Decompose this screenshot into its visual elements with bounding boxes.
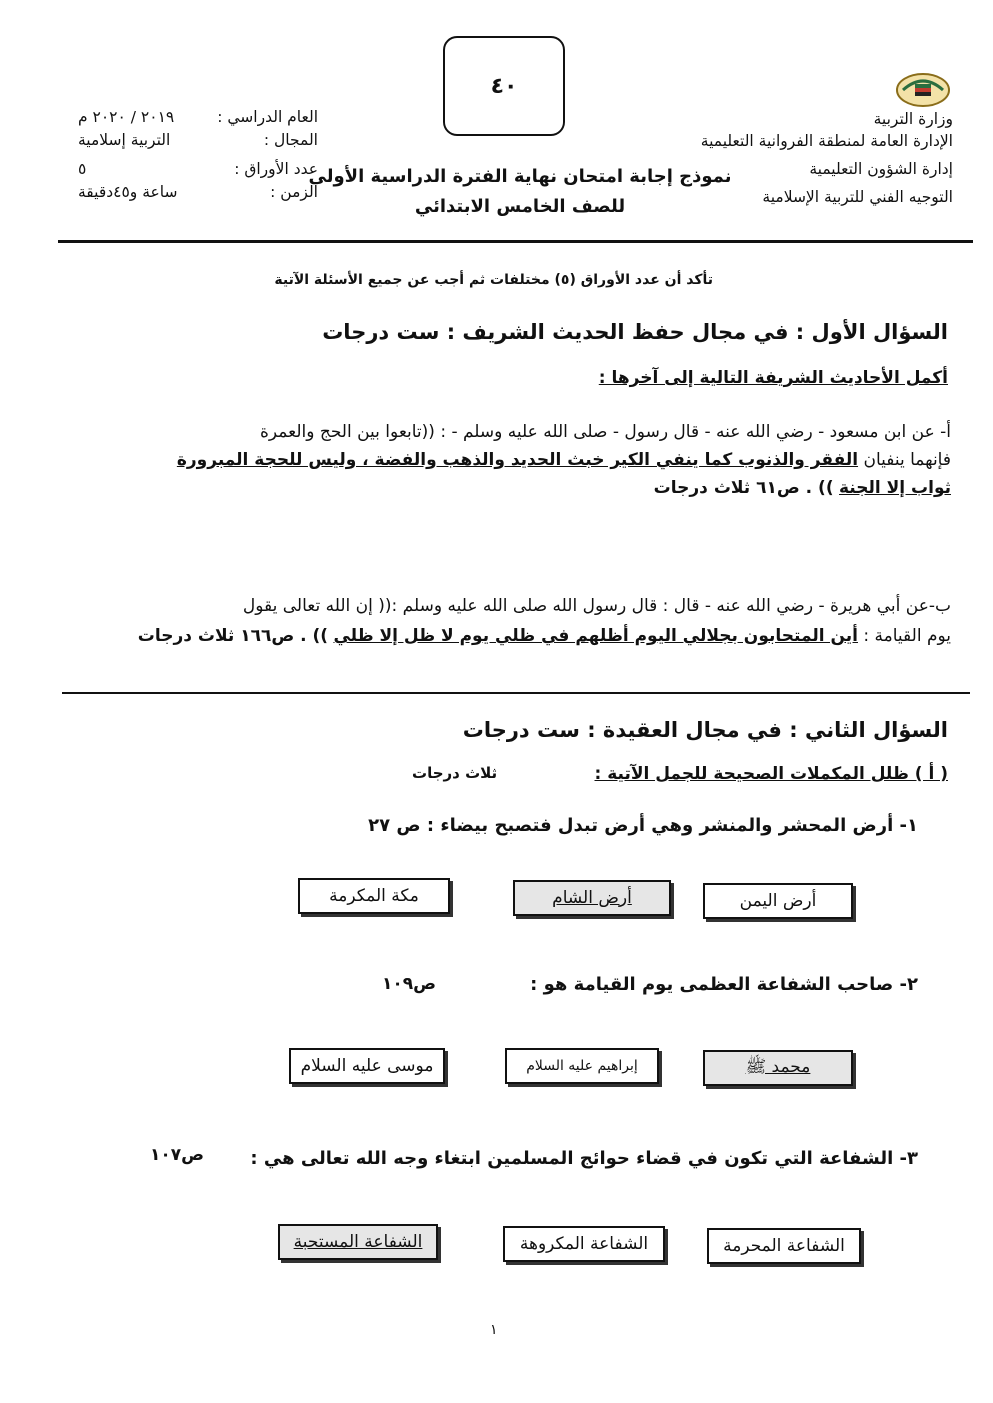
q2-item1-option-2-selected[interactable]: أرض الشام — [513, 880, 671, 916]
supervision-name: التوجيه الفني للتربية الإسلامية — [762, 188, 953, 206]
year-row — [78, 106, 318, 129]
q1-a-line1: أ- عن ابن مسعود - رضي الله عنه - قال رسول - صلى الله عليه وسلم - : ((تابعوا بين الحج والعمرة — [260, 422, 951, 442]
q1-b-line2 — [100, 626, 951, 646]
q2-item2-stem: ٢- صاحب الشفاعة العظمى يوم القيامة هو : — [530, 974, 918, 995]
q1-hadith-a — [100, 422, 951, 498]
year-label: العام الدراسي : — [217, 108, 318, 126]
q1-a-line3 — [100, 478, 951, 498]
exam-title — [300, 162, 740, 222]
pages-row — [78, 158, 318, 181]
q2-item3-option-1[interactable]: الشفاعة المحرمة — [707, 1228, 861, 1264]
header-info-block — [78, 106, 318, 204]
q1-b-suffix: )) . ص١٦٦ ثلاث درجات — [137, 626, 329, 646]
q2-prompt: ( أ ) ظلل المكملات الصحيحة للجمل الآتية : — [594, 764, 948, 784]
directorate-name: الإدارة العامة لمنطقة الفروانية التعليمية — [700, 132, 953, 150]
q1-prompt: أكمل الأحاديث الشريفة التالية إلى آخرها : — [598, 368, 948, 388]
pages-value: ٥ — [78, 160, 87, 178]
q2-item1-stem: ١- أرض المحشر والمنشر وهي أرض تبدل فتصبح بيضاء : ص ٢٧ — [368, 815, 918, 836]
q1-label: السؤال الأول — [811, 320, 948, 344]
q2-item3-option-3-selected[interactable]: الشفاعة المستحبة — [278, 1224, 438, 1260]
q2-item1-option-3[interactable]: مكة المكرمة — [298, 878, 450, 914]
instruction: تأكد أن عدد الأوراق (٥) مختلفات ثم أجب عن جميع الأسئلة الآتية — [274, 272, 713, 288]
q1-a-answer-1: الفقر والذنوب كما ينفي الكير خبث الحديد والذهب والفضة ، وليس للحجة المبرورة — [176, 450, 859, 470]
q1-field: : في مجال حفظ الحديث الشريف : ست درجات — [322, 320, 805, 344]
q2-item2-option-1-selected[interactable]: محمد ﷺ — [703, 1050, 853, 1086]
field-value: التربية إسلامية — [78, 131, 171, 149]
q1-b-answer: أين المتحابون بجلالي اليوم أظلهم في ظلي يوم لا ظل إلا ظلي — [333, 626, 858, 646]
title-line-1: نموذج إجابة امتحان نهاية الفترة الدراسية الأولى — [308, 166, 732, 187]
header-divider — [58, 240, 973, 243]
q1-a-answer-2: ثواب إلا الجنة — [839, 478, 951, 498]
q1-hadith-b — [100, 596, 951, 646]
q2-item3-page: ص١٠٧ — [150, 1145, 205, 1165]
q2-field: : في مجال العقيدة : ست درجات — [462, 718, 798, 742]
ministry-name: وزارة التربية — [873, 110, 953, 128]
q2-item2-page: ص١٠٩ — [382, 974, 437, 994]
year-value: ٢٠١٩ / ٢٠٢٠ م — [78, 108, 175, 126]
q2-item3-option-2[interactable]: الشفاعة المكروهة — [503, 1226, 665, 1262]
q2-item2-option-3[interactable]: موسى عليه السلام — [289, 1048, 445, 1084]
time-row — [78, 181, 318, 204]
q2-heading — [463, 718, 948, 742]
time-value: ساعة و٤٥دقيقة — [78, 183, 178, 201]
field-row — [78, 129, 318, 152]
q2-item3-stem: ٣- الشفاعة التي تكون في قضاء حوائج المسلمين ابتغاء وجه الله تعالى هي : — [250, 1148, 918, 1169]
q2-item2-option-2[interactable]: إبراهيم عليه السلام — [505, 1048, 659, 1084]
q1-b-line1: ب-عن أبي هريرة - رضي الله عنه - قال : قال رسول الله صلى الله عليه وسلم :(( إن الله تعالى يقول — [242, 596, 951, 616]
time-label: الزمن : — [270, 183, 318, 201]
q2-item1-option-1[interactable]: أرض اليمن — [703, 883, 853, 919]
q1-b-prefix: يوم القيامة : — [863, 626, 951, 646]
q1-a-line2 — [100, 450, 951, 470]
field-label: المجال : — [263, 131, 318, 149]
q1-heading — [322, 320, 948, 344]
score-value: ٤٠ — [490, 73, 518, 99]
page-number: ١ — [490, 1322, 498, 1338]
ministry-logo — [893, 68, 953, 112]
q1-a-suffix: )) . ص٦١ ثلاث درجات — [653, 478, 834, 498]
department-name: إدارة الشؤون التعليمية — [809, 160, 953, 178]
pages-label: عدد الأوراق : — [234, 160, 318, 178]
q2-marks: ثلاث درجات — [412, 764, 498, 782]
title-line-2: للصف الخامس الابتدائي — [414, 196, 626, 217]
q1-a-prefix: فإنهما ينفيان — [863, 450, 951, 470]
score-box — [443, 36, 565, 136]
section-divider — [62, 692, 970, 694]
q2-label: السؤال الثاني — [804, 718, 948, 742]
